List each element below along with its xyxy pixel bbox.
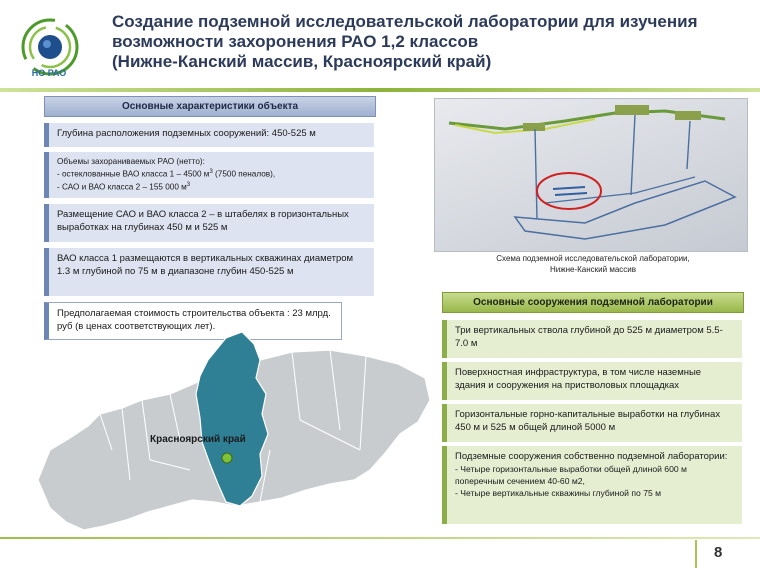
header-divider [0,88,760,92]
site-marker [222,453,232,463]
highlight-circle [537,173,601,209]
page-separator [695,540,697,568]
page-number: 8 [714,544,723,561]
characteristics-header: Основные характеристики объекта [44,96,376,117]
footer-divider [0,537,760,539]
shafts-box: Три вертикальных ствола глубиной до 525 м диаметром 5.5-7.0 м [442,320,742,358]
volumes-box: Объемы захораниваемых РАО (нетто): - остеклованные ВАО класса 1 – 4500 $м^3$ (7500 пеналов), - САО и ВАО класса 2 – 155 000 $м^3$ [44,152,374,198]
cost-box: Предполагаемая стоимость строительства объекта : 23 млрд. руб (в ценах соответствующих лет). [44,302,342,340]
infrastructure-box: Поверхностная инфраструктура, в том числе наземные здания и сооружения на пристволовых площадках [442,362,742,400]
structures-header: Основные сооружения подземной лаборатории [442,292,744,313]
horizontal-workings-box: Горизонтальные горно-капитальные выработки на глубинах 450 м и 525 м общей длиной 5000 м [442,404,742,442]
depth-box: Глубина расположения подземных сооружений: 450-525 м [44,123,374,147]
logo-text: НО РАО [31,68,67,78]
underground-structures-box: Подземные сооружения собственно подземной лаборатории: - Четыре горизонтальные выработки общей длиной 600 м поперечным сечением 40-60 м2, - Четыре вертикальные скважины глубиной по 75 м [442,446,742,524]
placement-vao-box: ВАО класса 1 размещаются в вертикальных скважинах диаметром 1.3 м глубиной по 75 м в диапазоне глубин 450-525 м [44,248,374,296]
region-label: Красноярский край [150,434,246,445]
page-title: Создание подземной исследовательской лаборатории для изучения возможности захоронения РАО 1,2 классов (Нижне-Канский массив, Красноярский край) [112,12,698,71]
lab-scheme-image [434,98,748,252]
placement-sao-box: Размещение САО и ВАО класса 2 – в штабелях в горизонтальных выработках на глубинах 450 м и 525 м [44,204,374,242]
scheme-caption: Схема подземной исследовательской лаборатории, Нижне-Канский массив [496,254,690,274]
